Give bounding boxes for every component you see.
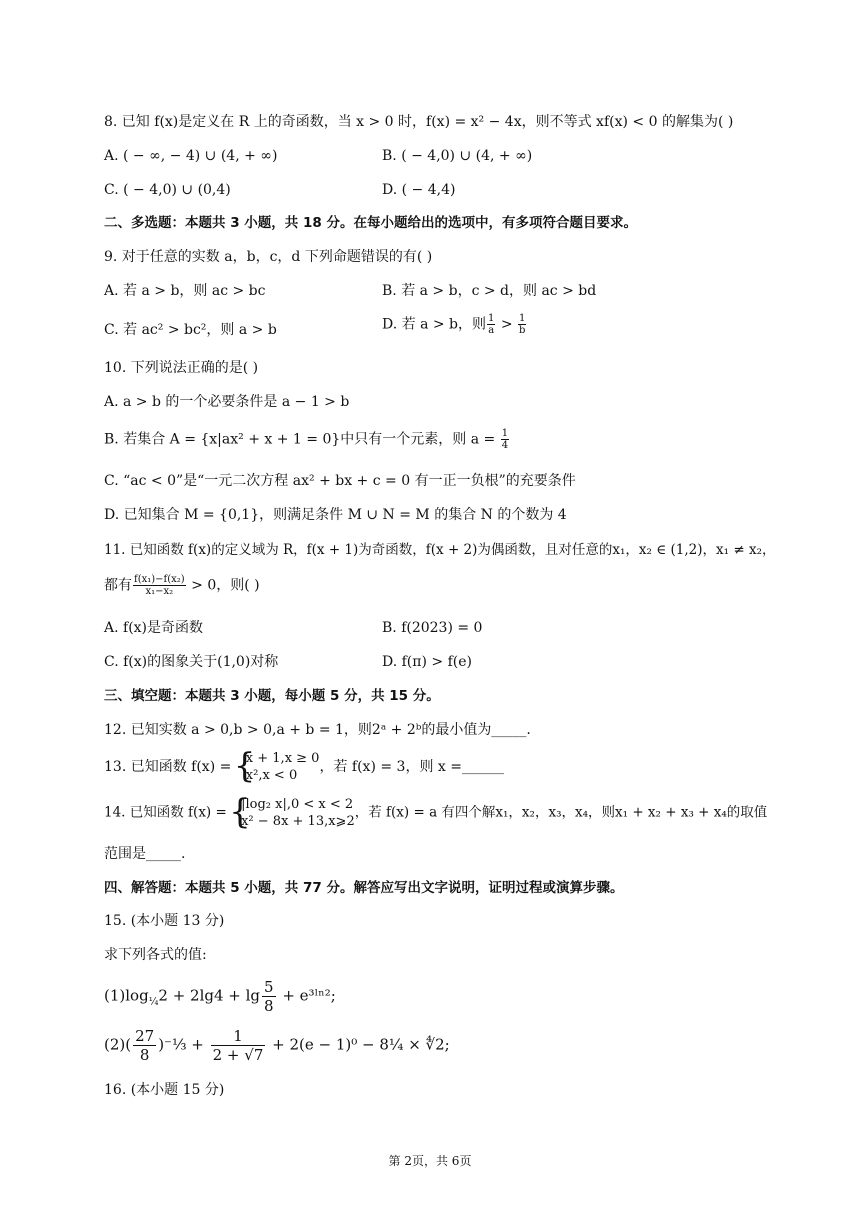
- stem-text: 13. 已知函数 f(x) =: [104, 759, 236, 775]
- fraction: [501, 428, 509, 451]
- piecewise-case: x²,x < 0: [245, 768, 298, 783]
- question-14: [104, 796, 767, 830]
- question-9-stem: 9. 对于任意的实数 a，b，c，d 下列命题错误的有( ): [104, 249, 433, 265]
- numerator: f(x₁)−f(x₂): [134, 574, 185, 585]
- stem-text: ，若 f(x) = 3，则 x =______: [319, 759, 504, 775]
- question-15-part-1: [104, 978, 336, 1015]
- stem-text: 14. 已知函数 f(x) =: [104, 804, 232, 821]
- question-15-intro: 求下列各式的值:: [104, 947, 207, 963]
- numerator: 1: [211, 1027, 266, 1046]
- expr-text: + 2(e − 1)⁰ − 8¼ × ∜2;: [267, 1035, 450, 1054]
- expr-text: )⁻⅓ +: [158, 1035, 209, 1054]
- piecewise-function: [236, 750, 320, 784]
- fraction: [211, 1027, 266, 1064]
- denominator: x₁−x₂: [145, 586, 174, 597]
- question-10-stem: 10. 下列说法正确的是( ): [104, 360, 259, 376]
- piecewise-case: { |log₂ x|,0 < x < 2: [241, 797, 354, 812]
- question-11-stem-line2: [104, 574, 260, 597]
- log-base: ¼: [148, 996, 159, 1008]
- q9-option-d-text: D. 若 a > b，则: [382, 316, 487, 333]
- question-14-line2: 范围是_____.: [104, 846, 186, 862]
- q9-option-c: C. 若 ac² > bc²，则 a > b: [104, 322, 277, 338]
- piecewise-case: x² − 8x + 13,x⩾2: [241, 814, 355, 829]
- q11-option-c: C. f(x)的图象关于(1,0)对称: [104, 654, 279, 670]
- question-8-stem: 8. 已知 f(x)是定义在 R 上的奇函数，当 x > 0 时，f(x) = x² − 4x，则不等式 xf(x) < 0 的解集为( ): [104, 114, 734, 130]
- question-16-header: 16. (本小题 15 分): [104, 1082, 225, 1098]
- denominator: 8: [264, 997, 274, 1015]
- denominator: 8: [139, 1046, 150, 1064]
- q10-option-c: C. “ac < 0”是“一元二次方程 ax² + bx + c = 0 有一正一负根”的充要条件: [104, 473, 576, 489]
- numerator: 1: [488, 313, 495, 324]
- fraction: [487, 313, 495, 336]
- expr-text: (1)log: [104, 986, 149, 1005]
- operator: >: [496, 316, 518, 333]
- expr-text: + e³ˡⁿ²;: [277, 986, 336, 1005]
- expr-text: (2)(: [104, 1035, 132, 1054]
- numerator: 1: [519, 313, 526, 324]
- numerator: 1: [501, 428, 509, 439]
- fraction: [262, 978, 276, 1015]
- q8-option-c: C. ( − 4,0) ∪ (0,4): [104, 182, 231, 198]
- fraction: [133, 1027, 156, 1064]
- section-2-heading: 二、多选题：本题共 3 小题，共 18 分。在每小题给出的选项中，有多项符合题目要求。: [104, 215, 637, 231]
- question-11-stem: 11. 已知函数 f(x)的定义域为 R，f(x + 1)为奇函数，f(x + 2)为偶函数，且对任意的x₁，x₂ ∈ (1,2)，x₁ ≠ x₂，: [104, 542, 776, 558]
- q10-option-d: D. 已知集合 M = {0,1}，则满足条件 M ∪ N = M 的集合 N 的个数为 4: [104, 507, 567, 523]
- denominator: 4: [501, 440, 509, 451]
- q11-option-d: D. f(π) > f(e): [382, 654, 472, 670]
- fraction: [133, 574, 186, 597]
- question-15-header: 15. (本小题 13 分): [104, 913, 225, 929]
- question-12: 12. 已知实数 a > 0,b > 0,a + b = 1，则2ᵃ + 2ᵇ的最小值为_____.: [104, 722, 531, 738]
- denominator: a: [488, 325, 495, 336]
- q9-option-b: B. 若 a > b，c > d，则 ac > bd: [382, 283, 597, 299]
- q8-option-b: B. ( − 4,0) ∪ (4, + ∞): [382, 148, 533, 164]
- piecewise-function: [231, 796, 355, 830]
- question-15-part-2: [104, 1027, 450, 1064]
- denominator: 2 + √7: [212, 1046, 264, 1064]
- numerator: 5: [264, 978, 274, 996]
- stem-text: ，若 f(x) = a 有四个解x₁，x₂，x₃，x₄，则x₁ + x₂ + x₃ + x₄的取值: [354, 804, 768, 821]
- stem-text: > 0，则( ): [186, 577, 260, 594]
- fraction: [518, 313, 526, 336]
- q10-option-b: [104, 428, 510, 451]
- q8-option-a: A. ( − ∞, − 4) ∪ (4, + ∞): [104, 148, 278, 164]
- numerator: 27: [135, 1027, 155, 1045]
- q11-option-b: B. f(2023) = 0: [382, 620, 483, 636]
- question-13: [104, 750, 504, 784]
- section-4-heading: 四、解答题：本题共 5 小题，共 77 分。解答应写出文字说明，证明过程或演算步骤。: [104, 880, 624, 896]
- page-footer: 第 2页，共 6页: [388, 1154, 472, 1168]
- q9-option-d: [382, 313, 527, 336]
- piecewise-case: { x + 1,x ≥ 0: [245, 751, 320, 766]
- q10-option-b-text: B. 若集合 A = {x|ax² + x + 1 = 0}中只有一个元素，则 a =: [104, 431, 500, 448]
- section-3-heading: 三、填空题：本题共 3 小题，每小题 5 分，共 15 分。: [104, 688, 440, 704]
- stem-text: 都有: [104, 577, 132, 594]
- expr-text: 2 + 2lg4 + lg: [158, 986, 261, 1005]
- q8-option-d: D. ( − 4,4): [382, 182, 456, 198]
- q9-option-a: A. 若 a > b，则 ac > bc: [104, 283, 266, 299]
- q10-option-a: A. a > b 的一个必要条件是 a − 1 > b: [104, 394, 350, 410]
- denominator: b: [519, 325, 526, 336]
- q11-option-a: A. f(x)是奇函数: [104, 620, 204, 636]
